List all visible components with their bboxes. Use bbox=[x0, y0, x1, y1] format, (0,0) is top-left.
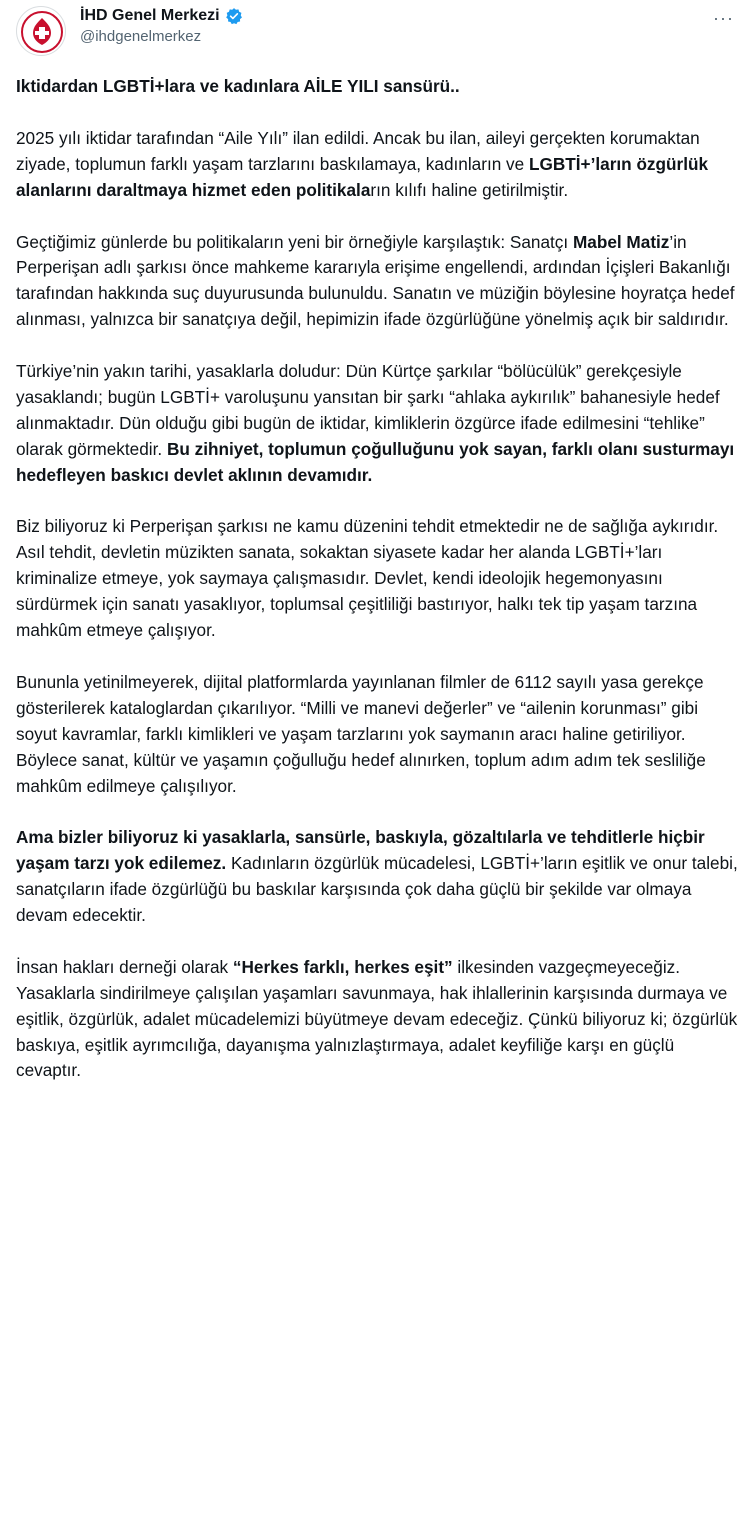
paragraph-3-text-a: Türkiye’nin yakın tarihi, yasaklarla doludur: Dün Kürtçe şarkılar “bölücülük” gerekçesiyle yasaklandı; bugün LGBTİ+ varoluşunu yansıtan bir şarkı “ahlaka aykırılık” bahanesiyle hedef alınmaktadır. Dün olduğu gibi bugün de iktidar, kimliklerin özgürce ifade edilmesini “tehlike” olarak görmektedir. bbox=[16, 361, 720, 459]
paragraph-1-text-c: rın kılıfı haline getirilmiştir. bbox=[370, 179, 569, 200]
author-names bbox=[80, 7, 243, 45]
paragraph-5: Bununla yetinilmeyerek, dijital platformlarda yayınlanan filmler de 6112 sayılı yasa gerekçe gösterilerek kataloglardan çıkarılıyor. “Milli ve manevi değerler” ve “ailenin korunması” gibi soyut kavramlar, farklı kimlikleri ve yaşam tarzlarını yok saymanın aracı haline getiriliyor. Böylece sanat, kültür ve yaşamın çoğulluğu hedef alınırken, toplum adım adım tek sesliliğe mahkûm edilmeye çalışılıyor. bbox=[16, 671, 706, 796]
author-display-name[interactable]: İHD Genel Merkezi bbox=[80, 7, 220, 24]
display-name-row bbox=[80, 7, 243, 25]
tweet-header bbox=[0, 0, 750, 70]
paragraph-1-text-a: 2025 yılı iktidar tarafından “Aile Yılı” ilan edildi. Ancak bu ilan, aileyi gerçekten korumaktan ziyade, toplumun farklı yaşam tarzlarını baskılamaya, kadınların ve bbox=[16, 127, 700, 174]
paragraph-6 bbox=[16, 825, 738, 929]
ihd-logo-icon bbox=[17, 7, 66, 56]
paragraph-7-text-c: ilkesinden vazgeçmeyeceğiz. Yasaklarla sindirilmeye çalışılan yaşamları savunmaya, hak ihlallerinin karşısında durmaya ve eşitlik, özgürlük, adalet mücadelemizi büyütmeye devam edeceğiz. Çünkü biliyoruz ki; özgürlük baskıya, eşitlik ayrımcılığa, dayanışma yalnızlaştırmaya, adalet keyfiliğe karşı en güçlü cevaptır. bbox=[16, 956, 738, 1081]
paragraph-1 bbox=[16, 126, 738, 204]
paragraph-6-bold: Ama bizler biliyoruz ki yasaklarla, sansürle, baskıyla, gözaltılarla ve tehditlerle hiçbir yaşam tarzı yok edilemez. bbox=[16, 827, 705, 874]
author-handle[interactable]: @ihdgenelmerkez bbox=[80, 28, 202, 45]
tweet-title-text: Iktidardan LGBTİ+lara ve kadınlara AİLE YILI sansürü.. bbox=[16, 76, 460, 96]
paragraph-2 bbox=[16, 230, 738, 334]
paragraph-6-text-b: Kadınların özgürlük mücadelesi, LGBTİ+’ların eşitlik ve onur talebi, sanatçıların ifade özgürlüğü bu baskılar karşısında çok daha güçlü bir şekilde var olmaya devam edecektir. bbox=[16, 853, 738, 926]
avatar[interactable] bbox=[16, 6, 66, 56]
paragraph-7-bold: “Herkes farklı, herkes eşit” bbox=[232, 956, 453, 977]
paragraph-3 bbox=[16, 359, 738, 489]
paragraph-7-text-a: İnsan hakları derneği olarak bbox=[16, 956, 233, 977]
paragraph-7 bbox=[16, 955, 738, 1085]
paragraph-4: Biz biliyoruz ki Perperişan şarkısı ne kamu düzenini tehdit etmektedir ne de sağlığa aykırıdır. Asıl tehdit, devletin müzikten sanata, sokaktan siyasete kadar her alanda LGBTİ+’ları kriminalize etmeye, yok saymaya çalışmasıdır. Devlet, kendi ideolojik hegemonyasını sürdürmek için sanatı yasaklıyor, toplumsal çeşitliliği bastırıyor, halkı tek tip yaşam tarzına mahkûm etmeye çalışıyor. bbox=[16, 516, 719, 641]
tweet-text bbox=[16, 74, 738, 1110]
paragraph-1-bold: LGBTİ+’ların özgürlük alanlarını daraltmaya hizmet eden politikala bbox=[16, 153, 709, 200]
paragraph-2-text-a: Geçtiğimiz günlerde bu politikaların yeni bir örneğiyle karşılaştık: Sanatçı bbox=[16, 231, 573, 252]
paragraph-2-bold: Mabel Matiz bbox=[572, 231, 670, 252]
tweet-title bbox=[16, 74, 738, 100]
paragraph-3-bold: Bu zihniyet, toplumun çoğulluğunu yok sayan, farklı olanı susturmayı hedefleyen baskıcı devlet aklının devamıdır. bbox=[16, 438, 735, 485]
more-options-icon[interactable]: ··· bbox=[713, 8, 734, 28]
paragraph-2-text-c: ’in Perperişan adlı şarkısı önce mahkeme kararıyla erişime engellendi, ardından İçişleri Bakanlığı tarafından hakkında suç duyurusunda bulunuldu. Sanatın ve müziğin böylesine hoyratça hedef alınması, yalnızca bir sanatçıya değil, hepimizin ifade özgürlüğüne yönelmiş açık bir saldırıdır. bbox=[16, 231, 735, 330]
verified-badge-icon bbox=[225, 7, 243, 25]
